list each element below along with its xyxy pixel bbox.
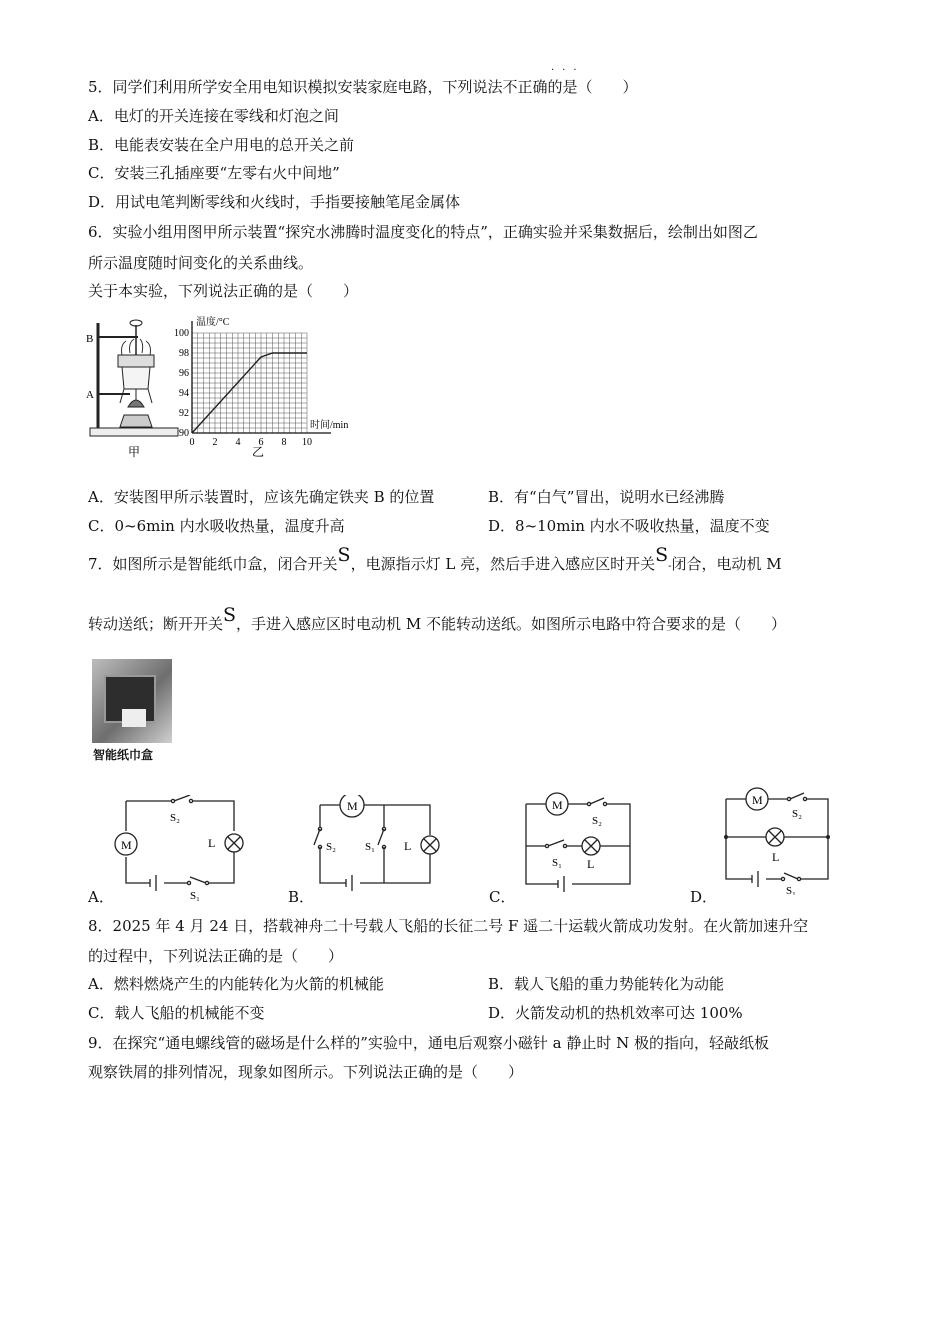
temperature-time-chart bbox=[170, 315, 360, 465]
emphasis-dots: ··· bbox=[551, 65, 585, 76]
q6-stem-line3: 关于本实验，下列说法正确的是（ ） bbox=[88, 282, 359, 300]
q7-stem-line2b: ，手进入感应区时电动机 M 不能转动送纸。如图所示电路中符合要求的是（ ） bbox=[236, 615, 786, 633]
q8-stem-line1: 8．2025 年 4 月 24 日，搭载神舟二十号载人飞船的长征二号 F 遥二十运载火箭成功发射。在火箭加速升空 bbox=[88, 917, 809, 935]
y-tick-label: 100 bbox=[174, 328, 189, 339]
label-b: B bbox=[86, 333, 94, 345]
photo-caption: 智能纸巾盒 bbox=[93, 748, 154, 762]
q7-stem-line2 bbox=[88, 604, 786, 634]
s-symbol: S bbox=[337, 544, 351, 566]
tissue-box-photo bbox=[92, 659, 172, 743]
x-tick-label: 6 bbox=[258, 437, 264, 448]
svg-text:M: M bbox=[121, 838, 132, 852]
svg-text:S₂: S₂ bbox=[326, 841, 336, 853]
circuit-d bbox=[720, 785, 835, 895]
q7-stem-part1: 7．如图所示是智能纸巾盒，闭合开关 bbox=[88, 555, 338, 573]
s-symbol: S bbox=[655, 544, 669, 566]
q8-option-d: D．火箭发动机的热机效率可达 100% bbox=[488, 1004, 743, 1022]
chart-grid bbox=[192, 333, 307, 433]
x-tick-label: 4 bbox=[235, 437, 241, 448]
svg-text:L: L bbox=[772, 850, 780, 864]
q5-stem: 5．同学们利用所学安全用电知识模拟安装家庭电路，下列说法不正确的是（ ） bbox=[88, 78, 638, 96]
q5-option-d: D．用试电笔判断零线和火线时，手指要接触笔尾金属体 bbox=[88, 193, 461, 211]
circuit-c bbox=[520, 790, 645, 900]
x-axis-label: 时间/min bbox=[310, 420, 349, 431]
y-tick-label: 92 bbox=[179, 408, 189, 419]
q8-stem-line2: 的过程中，下列说法正确的是（ ） bbox=[88, 947, 344, 965]
q5-option-b: B．电能表安装在全户用电的总开关之前 bbox=[88, 136, 355, 154]
svg-text:M: M bbox=[552, 798, 563, 812]
q6-stem-line1: 6．实验小组用图甲所示装置“探究水沸腾时温度变化的特点”，正确实验并采集数据后，绘制出如图乙 bbox=[88, 223, 758, 241]
y-tick-label: 96 bbox=[179, 368, 189, 379]
q6-option-d: D．8~10min 内水不吸收热量，温度不变 bbox=[488, 517, 770, 535]
caption-jia: 甲 bbox=[128, 445, 141, 459]
circuit-a bbox=[110, 795, 245, 905]
x-tick-label: 2 bbox=[212, 437, 218, 448]
circuit-b-letter: B． bbox=[288, 888, 315, 906]
x-tick-label: 8 bbox=[281, 437, 287, 448]
svg-text:S₁: S₁ bbox=[786, 885, 796, 895]
svg-text:M: M bbox=[347, 799, 358, 813]
y-tick-labels bbox=[174, 328, 189, 439]
svg-text:S₁: S₁ bbox=[365, 841, 375, 853]
q8-option-c: C．载人飞船的机械能不变 bbox=[88, 1004, 265, 1022]
q6-option-a: A．安装图甲所示装置时，应该先确定铁夹 B 的位置 bbox=[88, 488, 435, 506]
q8-option-b: B．载人飞船的重力势能转化为动能 bbox=[488, 975, 725, 993]
y-tick-label: 90 bbox=[179, 428, 189, 439]
svg-text:L: L bbox=[208, 836, 216, 850]
svg-text:S₂: S₂ bbox=[170, 812, 180, 824]
q5-option-a: A．电灯的开关连接在零线和灯泡之间 bbox=[88, 107, 339, 125]
q9-stem-line2: 观察铁屑的排列情况，现象如图所示。下列说法正确的是（ ） bbox=[88, 1063, 524, 1081]
svg-text:M: M bbox=[752, 793, 763, 807]
svg-text:L: L bbox=[587, 857, 595, 871]
q7-stem-part3: 闭合，电动机 M bbox=[671, 555, 782, 573]
y-tick-label: 98 bbox=[179, 348, 189, 359]
label-a: A bbox=[86, 389, 94, 401]
x-tick-label: 0 bbox=[189, 437, 195, 448]
q6-option-c: C．0~6min 内水吸收热量，温度升高 bbox=[88, 517, 345, 535]
q8-option-a: A．燃料燃烧产生的内能转化为火箭的机械能 bbox=[88, 975, 384, 993]
svg-text:S₂: S₂ bbox=[592, 815, 602, 827]
circuit-a-letter: A． bbox=[88, 888, 114, 906]
y-axis-label: 温度/°C bbox=[196, 317, 230, 328]
x-tick-label: 10 bbox=[302, 437, 312, 448]
svg-text:S₁: S₁ bbox=[552, 857, 562, 869]
circuit-b bbox=[308, 795, 443, 895]
x-tick-labels bbox=[190, 437, 313, 448]
s-symbol: S bbox=[223, 604, 237, 626]
circuit-d-letter: D． bbox=[690, 888, 718, 906]
q9-stem-line1: 9．在探究“通电螺线管的磁场是什么样的”实验中，通电后观察小磁针 a 静止时 N 极的指向，轻敲纸板 bbox=[88, 1034, 770, 1052]
y-tick-label: 94 bbox=[179, 388, 189, 399]
svg-text:L: L bbox=[404, 839, 412, 853]
caption-yi: 乙 bbox=[252, 445, 265, 459]
svg-text:S₂: S₂ bbox=[792, 808, 802, 820]
q7-stem-line1: 7．如图所示是智能纸巾盒，闭合开关S，电源指示灯 L 亮，然后手进入感应区时开关S-闭合，电动机 M bbox=[88, 544, 782, 573]
q6-option-b: B．有“白气”冒出，说明水已经沸腾 bbox=[488, 488, 725, 506]
q5-option-c: C．安装三孔插座要“左零右火中间地” bbox=[88, 164, 340, 182]
svg-text:S₁: S₁ bbox=[190, 890, 200, 902]
q6-stem-line2: 所示温度随时间变化的关系曲线。 bbox=[88, 254, 314, 272]
circuit-c-letter: C． bbox=[489, 888, 516, 906]
q7-stem-part2: ，电源指示灯 L 亮，然后手进入感应区时开关 bbox=[350, 555, 656, 573]
q7-stem-line2a: 转动送纸；断开开关 bbox=[88, 615, 224, 633]
